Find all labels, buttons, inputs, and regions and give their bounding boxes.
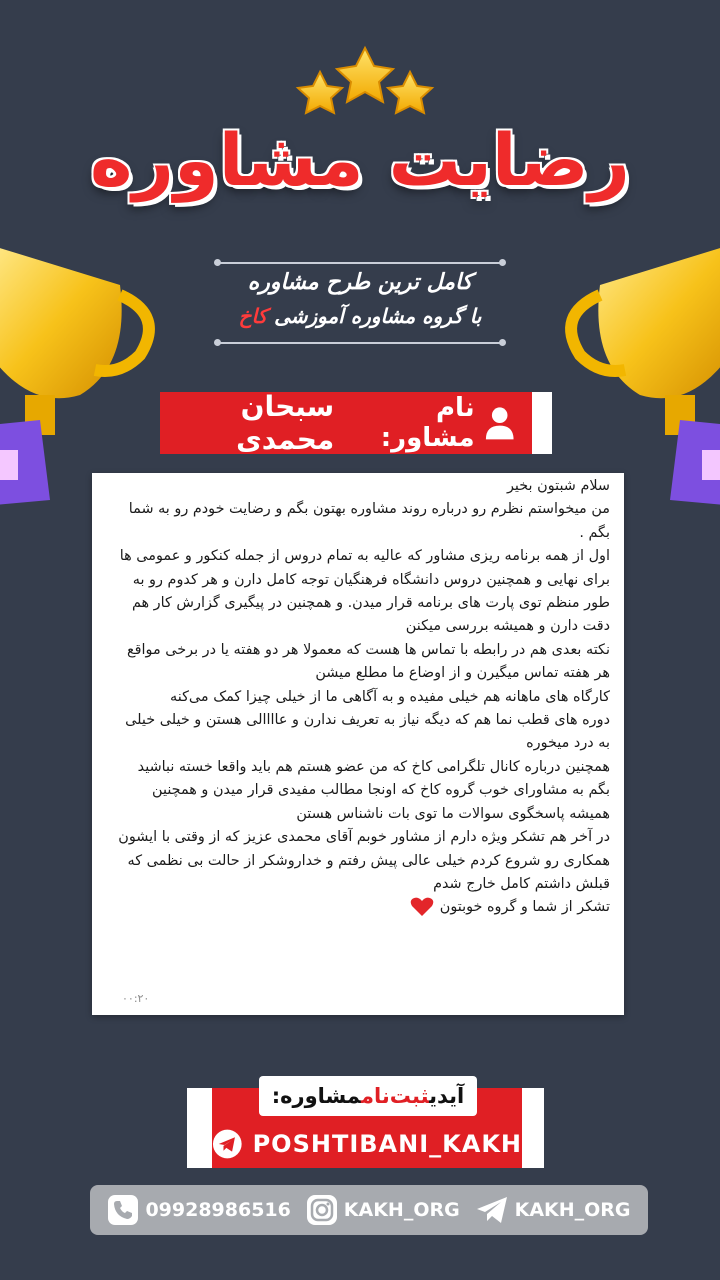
advisor-label: نام مشاور: <box>380 393 475 453</box>
advisor-name: سبحان محمدی <box>236 390 335 456</box>
subtitle-line2-accent: کاخ <box>238 304 268 328</box>
subtitle-line2 <box>180 304 540 328</box>
message-text <box>118 475 610 920</box>
subtitle-line2-prefix: با گروه مشاوره آموزشی <box>274 304 482 328</box>
advisor-banner <box>160 392 532 454</box>
divider <box>218 262 502 264</box>
footer-phone-text: 09928986516 <box>145 1199 291 1221</box>
contact-footer <box>90 1185 648 1235</box>
user-icon <box>485 404 514 442</box>
star-icon <box>337 48 393 102</box>
message-time: ۰۰:۲۰ <box>122 992 150 1005</box>
trophy-icon <box>560 225 720 515</box>
message-body: سلام شبتون بخیر من میخواستم نظرم رو درباره روند مشاوره بهتون بگم و رضایت خودم رو به شما بگم . اول از همه برنامه ریزی مشاور که عالیه به تمام دروس از جمله کنکور و عمومی ها برای نهایی و همچنین دروس دانشگاه فرهنگیان توجه کامل دارن و هر کدوم رو به طور منظم توی پارت های برنامه قرار میدن. و همچنین در پیگیری گزارش کار هم دقت دارن و همیشه بررسی میکنن نکته بعدی هم در رابطه با تماس ها هست که معمولا هر دو هفته یا در برخی مواقع هر هفته تماس میگیرن و از اوضاع ما مطلع میشن کارگاه های ماهانه هم خیلی مفیده و به آگاهی ما از خیلی چیزا کمک می‌کنه دوره های قطب نما هم که دیگه نیاز به تعریف ندارن و عاااالی هستن و خیلی خیلی به درد میخوره همچنین درباره کانال تلگرامی کاخ که من عضو هستم هم باید واقعا خسته نباشید بگم به مشاورای خوب گروه کاخ که اونجا مطالب مفیدی قرار میدن و همچنین همیشه پاسخگوی سوالات ما توی بات ناشناس هستن در آخر هم تشکر ویژه دارم از مشاور خوبم آقای محمدی عزیز که از وقتی با ایشون همکاری رو شروع کردم خیلی عالی پیش رفتم و خداروشکر از حالت بی نظمی که قبلش داشتم کامل خارج شدم تشکر از شما و گروه خوبتون <box>118 478 610 916</box>
telegram-icon <box>212 1128 243 1160</box>
footer-instagram[interactable] <box>306 1194 460 1226</box>
divider <box>218 342 502 344</box>
stars-decoration <box>280 42 450 122</box>
subtitle-line1: کامل ترین طرح مشاوره <box>247 270 473 295</box>
registration-telegram-id: POSHTIBANI_KAKH <box>252 1130 522 1158</box>
page-title: رضایت مشاوره <box>90 118 630 202</box>
phone-icon <box>107 1194 139 1226</box>
star-icon <box>298 72 342 113</box>
registration-label-prefix: آیدی <box>429 1084 465 1108</box>
telegram-icon <box>475 1194 509 1226</box>
instagram-icon <box>306 1194 338 1226</box>
footer-phone[interactable] <box>107 1194 290 1226</box>
registration-label <box>272 1084 465 1108</box>
footer-telegram-text: KAKH_ORG <box>514 1199 631 1221</box>
registration-label-accent: ثبت‌نام <box>361 1084 430 1108</box>
heart-icon <box>410 897 434 917</box>
footer-instagram-text: KAKH_ORG <box>343 1199 460 1221</box>
trophy-icon <box>0 225 160 515</box>
registration-label-box <box>259 1076 477 1116</box>
star-icon <box>388 72 432 113</box>
footer-telegram[interactable] <box>475 1194 631 1226</box>
registration-telegram-link[interactable] <box>212 1124 522 1164</box>
registration-label-suffix: مشاوره: <box>271 1084 361 1108</box>
message-card <box>92 473 624 1015</box>
